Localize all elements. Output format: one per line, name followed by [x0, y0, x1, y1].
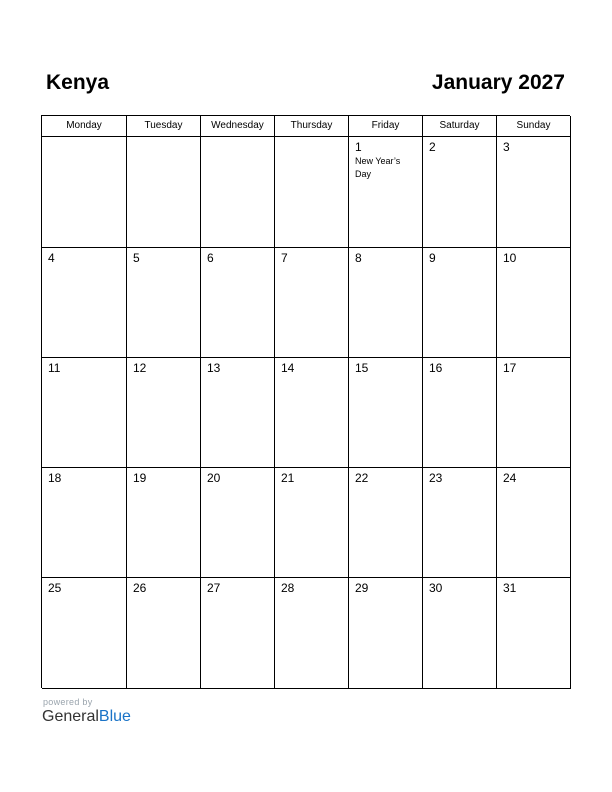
- day-number: 5: [133, 251, 140, 265]
- day-number: 24: [503, 471, 517, 485]
- day-number: 8: [355, 251, 362, 265]
- day-number: 7: [281, 251, 288, 265]
- day-cell: [497, 137, 571, 248]
- day-number: 20: [207, 471, 221, 485]
- day-number: 6: [207, 251, 214, 265]
- day-cell: [275, 137, 349, 248]
- day-cell: [497, 358, 571, 468]
- weekday-header-saturday: Saturday: [423, 116, 497, 137]
- day-cell: [423, 358, 497, 468]
- day-cell: [423, 248, 497, 358]
- day-cell: [349, 248, 423, 358]
- day-number: 1: [355, 140, 362, 154]
- day-number: 12: [133, 361, 147, 375]
- day-cell: [127, 358, 201, 468]
- day-number: 31: [503, 581, 517, 595]
- weekday-header-thursday: Thursday: [275, 116, 349, 137]
- day-cell: [201, 358, 275, 468]
- day-number: 16: [429, 361, 443, 375]
- day-cell: [349, 468, 423, 578]
- month-title: January 2027: [431, 71, 565, 94]
- weekday-header-monday: Monday: [42, 116, 127, 137]
- day-cell: [349, 358, 423, 468]
- weekday-header-wednesday: Wednesday: [201, 116, 275, 137]
- day-cell: [275, 248, 349, 358]
- day-cell: [275, 468, 349, 578]
- day-cell: [497, 578, 571, 689]
- day-number: 18: [48, 471, 62, 485]
- day-number: 11: [48, 361, 61, 375]
- day-cell: [42, 468, 127, 578]
- day-cell: [127, 248, 201, 358]
- brand-general-text: General: [42, 708, 99, 725]
- weekday-header-friday: Friday: [349, 116, 423, 137]
- day-number: 27: [207, 581, 221, 595]
- day-number: 10: [503, 251, 517, 265]
- day-cell: [127, 578, 201, 689]
- country-title: Kenya: [46, 71, 110, 94]
- day-number: 19: [133, 471, 147, 485]
- day-cell: [127, 137, 201, 248]
- day-cell: [497, 248, 571, 358]
- day-cell: [127, 468, 201, 578]
- generalblue-logo: [42, 708, 131, 726]
- powered-by-label: powered by: [43, 697, 93, 707]
- day-cell: [201, 468, 275, 578]
- day-cell: [423, 578, 497, 689]
- day-number: 22: [355, 471, 369, 485]
- brand-blue-text: Blue: [98, 708, 131, 725]
- weekday-header-tuesday: Tuesday: [127, 116, 201, 137]
- day-number: 9: [429, 251, 436, 265]
- day-cell: [349, 137, 423, 248]
- day-number: 26: [133, 581, 147, 595]
- day-number: 3: [503, 140, 510, 154]
- day-cell: [275, 358, 349, 468]
- day-cell: [42, 137, 127, 248]
- day-number: 2: [429, 140, 436, 154]
- weekday-header-sunday: Sunday: [497, 116, 571, 137]
- day-number: 30: [429, 581, 443, 595]
- day-cell: [42, 248, 127, 358]
- day-number: 21: [281, 471, 295, 485]
- day-cell: [42, 358, 127, 468]
- day-number: 17: [503, 361, 517, 375]
- day-number: 13: [207, 361, 221, 375]
- day-cell: [275, 578, 349, 689]
- holiday-label: New Year’s Day: [355, 156, 401, 179]
- day-cell: [201, 578, 275, 689]
- day-cell: [349, 578, 423, 689]
- day-number: 28: [281, 581, 295, 595]
- day-cell: [42, 578, 127, 689]
- day-number: 15: [355, 361, 369, 375]
- day-number: 25: [48, 581, 62, 595]
- day-number: 14: [281, 361, 295, 375]
- day-cell: [423, 468, 497, 578]
- day-number: 23: [429, 471, 443, 485]
- day-number: 29: [355, 581, 369, 595]
- day-cell: [201, 248, 275, 358]
- day-number: 4: [48, 251, 55, 265]
- day-cell: [497, 468, 571, 578]
- day-cell: [201, 137, 275, 248]
- day-cell: [423, 137, 497, 248]
- calendar-grid: [41, 115, 570, 688]
